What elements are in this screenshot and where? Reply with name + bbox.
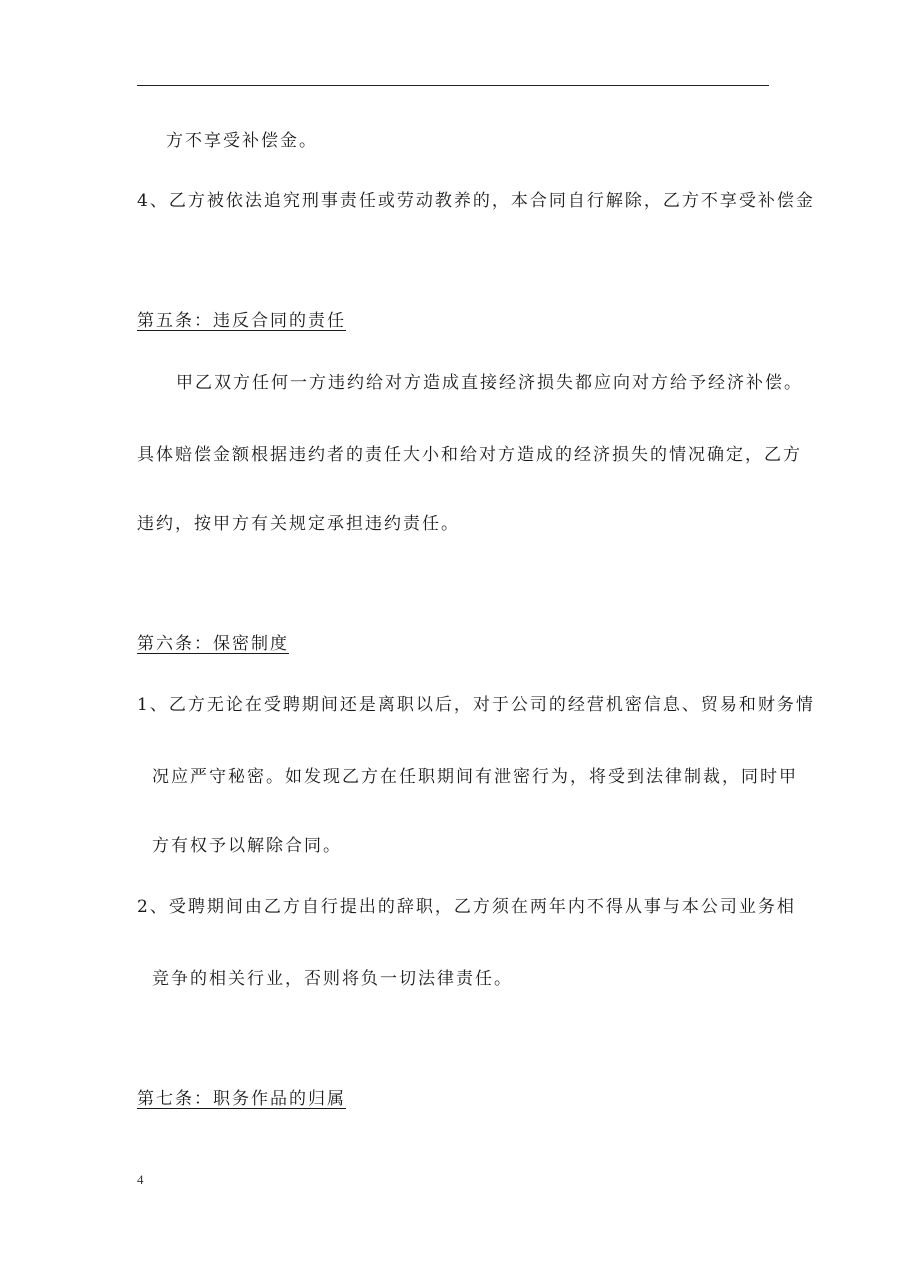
article-5-paragraph-line-1: 甲乙双方任何一方违约给对方造成直接经济损失都应向对方给予经济补偿。 bbox=[176, 373, 803, 393]
header-rule bbox=[137, 85, 769, 86]
article-6-item-1-line-1: 1、乙方无论在受聘期间还是离职以后，对于公司的经营机密信息、贸易和财务情 bbox=[137, 695, 815, 715]
section-heading-article-7: 第七条：职务作品的归属 bbox=[137, 1089, 346, 1109]
clause-4-item-4: 4、乙方被依法追究刑事责任或劳动教养的，本合同自行解除，乙方不享受补偿金 bbox=[137, 191, 815, 211]
clause-4-3-continuation: 方不享受补偿金。 bbox=[166, 131, 318, 151]
article-5-paragraph-line-3: 违约，按甲方有关规定承担违约责任。 bbox=[137, 514, 460, 534]
article-6-item-1-line-3: 方有权予以解除合同。 bbox=[152, 836, 342, 856]
article-5-paragraph-line-2: 具体赔偿金额根据违约者的责任大小和给对方造成的经济损失的情况确定，乙方 bbox=[137, 445, 802, 465]
article-6-item-1-line-2: 况应严守秘密。如发现乙方在任职期间有泄密行为，将受到法律制裁，同时甲 bbox=[152, 767, 798, 787]
section-heading-article-6: 第六条：保密制度 bbox=[137, 634, 289, 654]
section-heading-article-5: 第五条：违反合同的责任 bbox=[137, 311, 346, 331]
page-number: 4 bbox=[137, 1172, 144, 1187]
article-6-item-2-line-2: 竞争的相关行业，否则将负一切法律责任。 bbox=[152, 969, 513, 989]
article-6-item-2-line-1: 2、受聘期间由乙方自行提出的辞职，乙方须在两年内不得从事与本公司业务相 bbox=[137, 897, 796, 917]
